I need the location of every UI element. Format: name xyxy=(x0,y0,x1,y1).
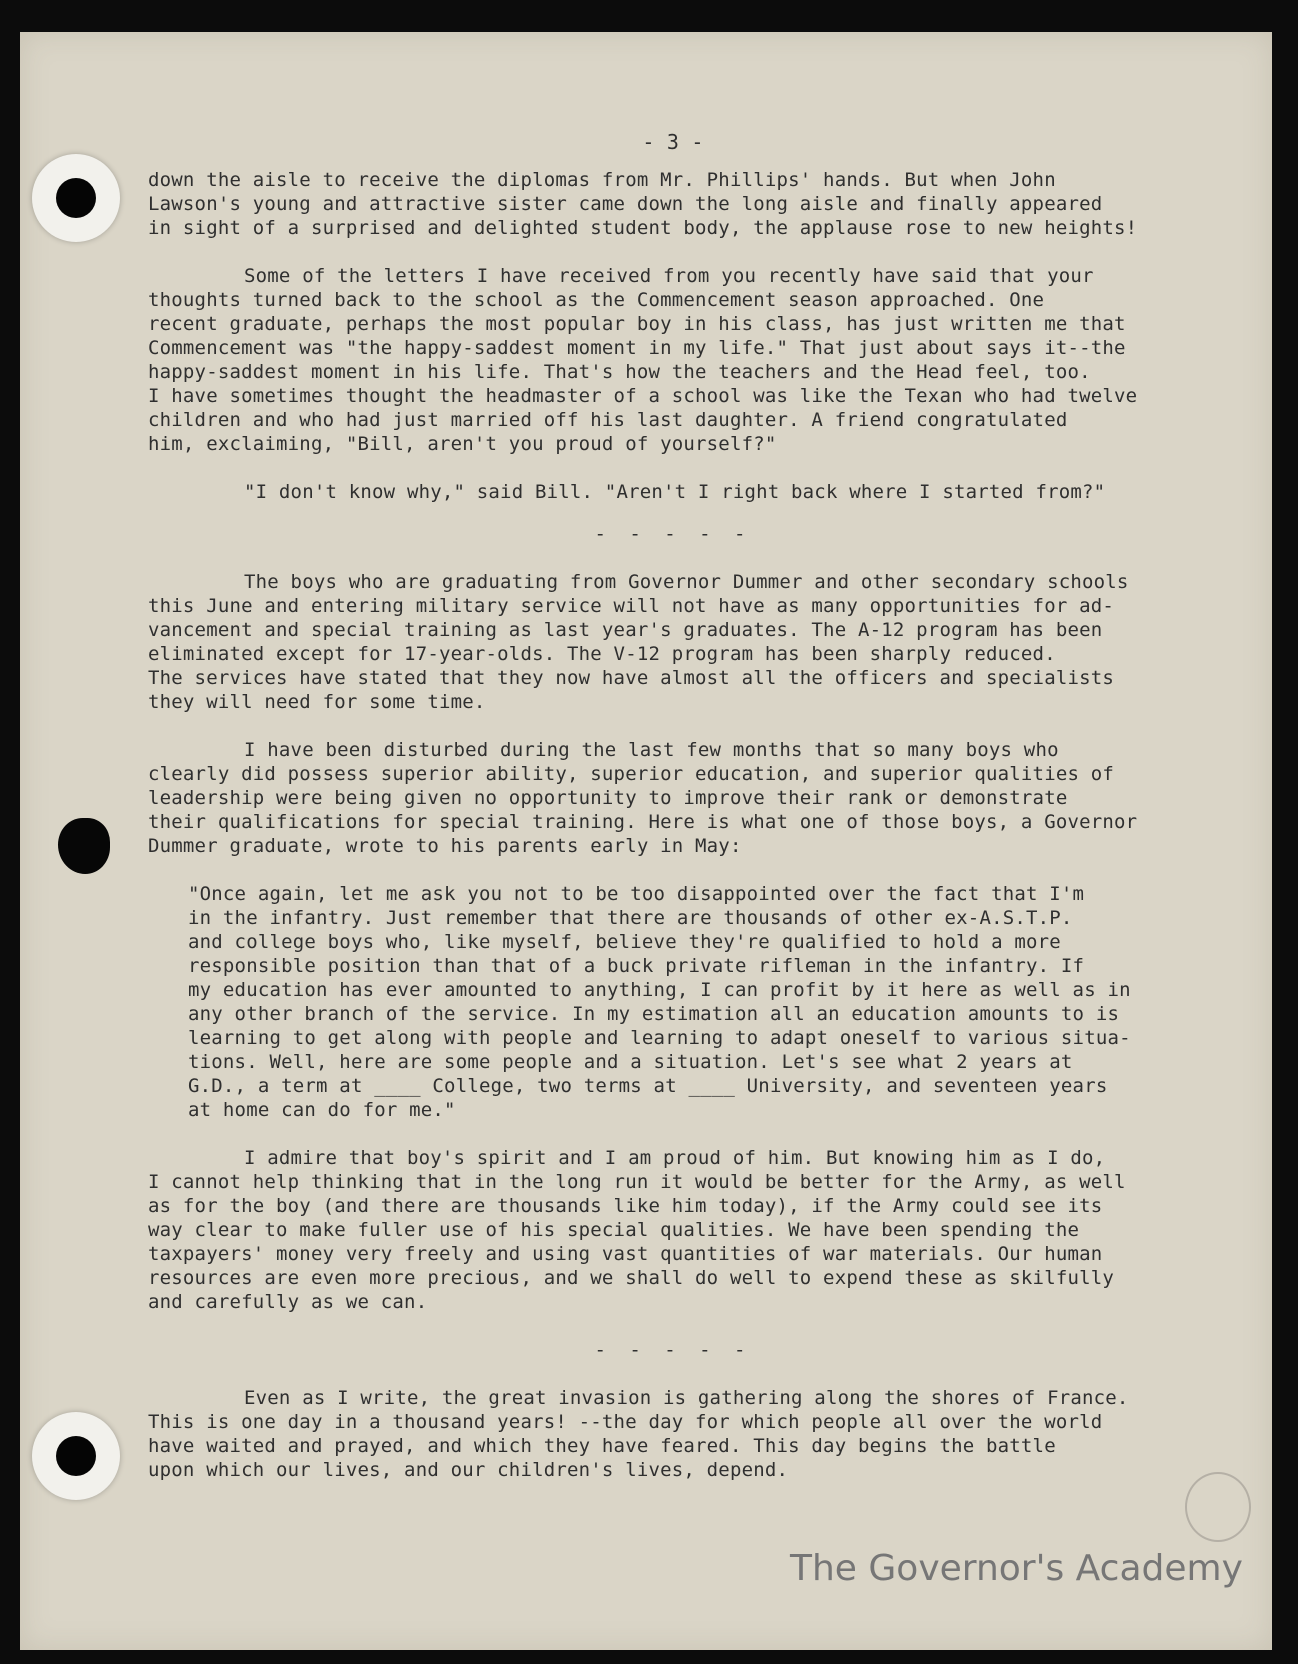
page-number: - 3 - xyxy=(642,130,704,154)
punch-hole-top xyxy=(32,154,120,242)
quoted-letter: "Once again, let me ask you not to be too disappointed over the fact that I'm in the infantry. Just remember that there are thousands of other ex-A.S.T.P. and college boys who, like myself, believe they're qualified to hold a more responsible position than that of a buck private rifleman in the infantry. If my education has ever amounted to anything, I can profit by it here as well as in any other branch of the service. In my estimation all an education amounts to is learning to get along with people and learning to adapt oneself to various situa- tions. Well, here are some people and a situation. Let's see what 2 years at G.D., a term at ____ College, two terms at ____ University, and seventeen years at home can do for me." xyxy=(188,883,1131,1121)
paragraph-continuation: down the aisle to receive the diplomas from Mr. Phillips' hands. But when John Lawson's young and attractive sister came down the long aisle and finally appeared in sight of a surprised and delighted student body, the applause rose to new heights! xyxy=(148,169,1138,239)
separator-1: - - - - - xyxy=(594,523,752,545)
separator-2: - - - - - xyxy=(594,1339,752,1361)
watermark: The Governor's Academy xyxy=(790,1548,1243,1589)
paragraph-letters: Some of the letters I have received from you recently have said that your thoughts turned back to the school as the Commencement season approached. One recent graduate, perhaps the most popular boy in his class, has just written me that Commencement was "the happy-saddest moment in my life." That just about says it--the happy-saddest moment in his life. That's how the teachers and the Head feel, too. I have sometimes thought the headmaster of a school was like the Texan who had twelve children and who had just married off his last daughter. A friend congratulated him, exclaiming, "Bill, aren't you proud of yourself?" xyxy=(148,265,1138,455)
punch-hole-bottom xyxy=(32,1412,120,1500)
paragraph-disturbed: I have been disturbed during the last few months that so many boys who clearly did possess superior ability, superior education, and superior qualities of leadership were being given no opportunity to improve their rank or demonstrate their qualifications for special training. Here is what one of those boys, a Governor Dummer graduate, wrote to his parents early in May: xyxy=(148,739,1138,857)
paragraph-bill-reply: "I don't know why," said Bill. "Aren't I right back where I started from?" xyxy=(244,481,1106,503)
typed-text xyxy=(148,130,1198,1506)
paragraph-invasion: Even as I write, the great invasion is gathering along the shores of France. This is one day in a thousand years! --the day for which people all over the world have waited and prayed, and which they have feared. This day begins the battle upon which our lives, and our children's lives, depend. xyxy=(148,1387,1129,1481)
paragraph-military-service: The boys who are graduating from Governor Dummer and other secondary schools this June and entering military service will not have as many opportunities for ad- vancement and special training as last year's graduates. The A-12 program has been eliminated except for 17-year-olds. The V-12 program has been sharply reduced. The services have stated that they now have almost all the officers and specialists they will need for some time. xyxy=(148,571,1129,713)
punch-hole-middle xyxy=(58,818,110,874)
paragraph-admire: I admire that boy's spirit and I am proud of him. But knowing him as I do, I cannot help thinking that in the long run it would be better for the Army, as well as for the boy (and there are thousands like him today), if the Army could see its way clear to make fuller use of his special qualities. We have been spending the taxpayers' money very freely and using vast quantities of war materials. Our human resources are even more precious, and we shall do well to expend these as skilfully and carefully as we can. xyxy=(148,1147,1126,1313)
